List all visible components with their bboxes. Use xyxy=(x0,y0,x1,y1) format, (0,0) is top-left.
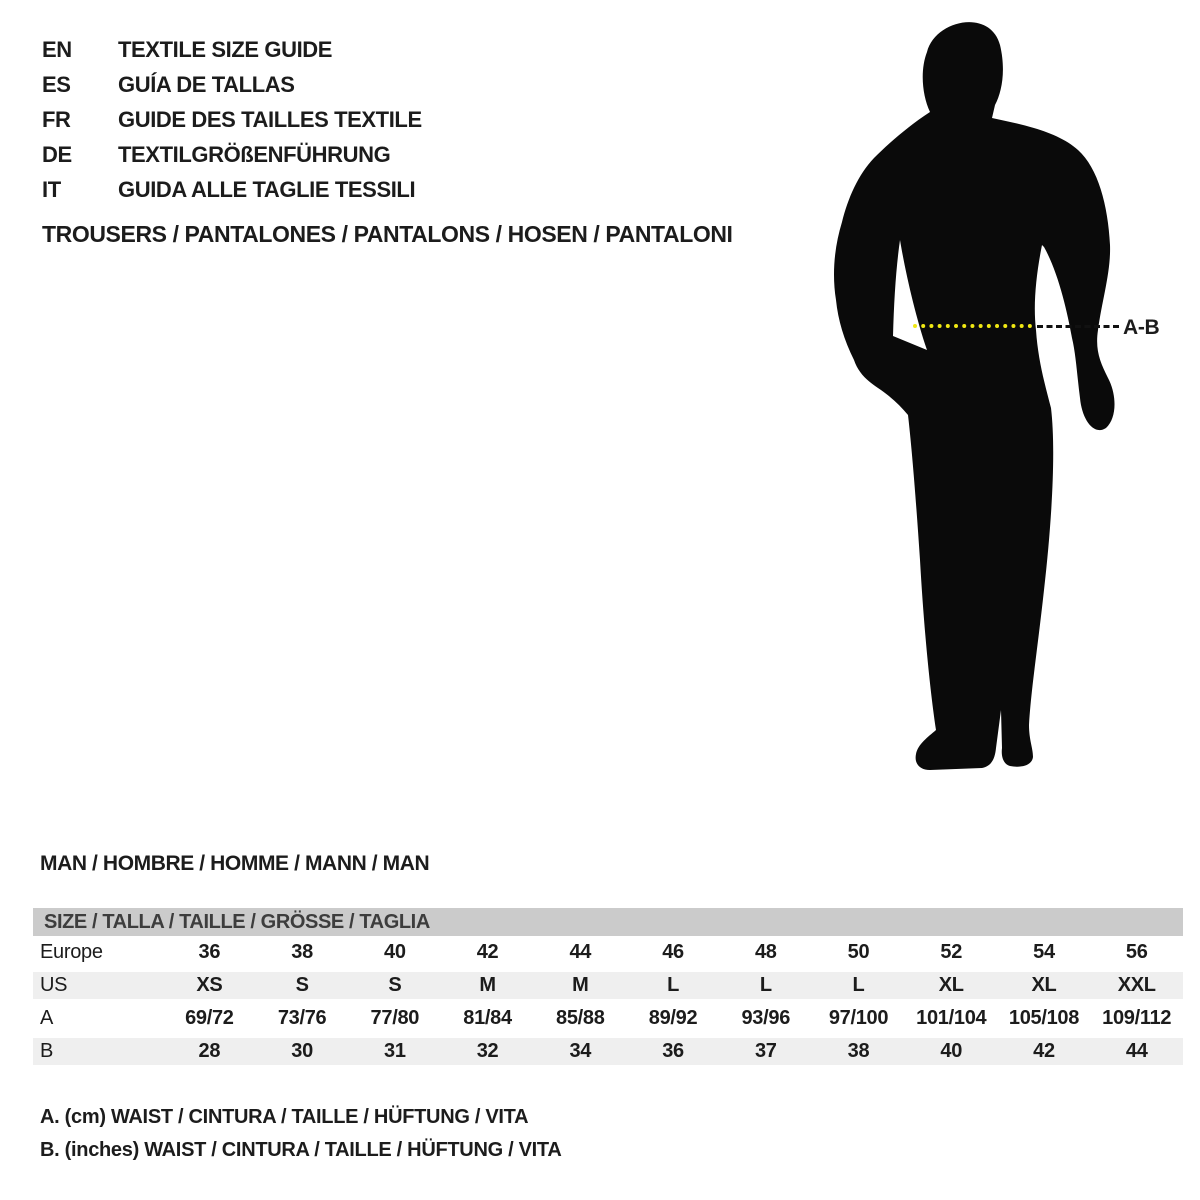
table-cell: 30 xyxy=(291,1040,313,1062)
waist-measure-line-yellow xyxy=(913,324,1032,328)
product-type-title: TROUSERS / PANTALONES / PANTALONS / HOSEN / PANTALONI xyxy=(42,221,733,247)
language-code: FR xyxy=(42,107,71,132)
table-row-b-inches xyxy=(33,1035,1183,1068)
table-cell: 42 xyxy=(476,941,499,963)
waist-measure-line-dashed xyxy=(1037,325,1119,328)
table-cell: XS xyxy=(196,974,223,996)
table-cell: 40 xyxy=(940,1040,963,1062)
table-cell: XL xyxy=(1031,974,1057,996)
table-cell: 34 xyxy=(569,1040,592,1062)
table-cell: XL xyxy=(938,974,964,996)
table-cell: 44 xyxy=(569,941,592,963)
table-row-europe xyxy=(33,936,1183,969)
table-cell: 93/96 xyxy=(741,1007,791,1029)
table-cell: S xyxy=(295,974,309,996)
language-title: TEXTILGRÖßENFÜHRUNG xyxy=(118,142,391,167)
man-silhouette-icon xyxy=(830,0,1170,790)
table-cell: 38 xyxy=(847,1040,870,1062)
table-cell: 31 xyxy=(384,1040,406,1062)
language-row-fr xyxy=(42,102,422,137)
language-title: GUIDE DES TAILLES TEXTILE xyxy=(118,107,422,132)
language-row-de xyxy=(42,137,422,172)
table-cell: 97/100 xyxy=(828,1007,889,1029)
table-cell: 44 xyxy=(1125,1040,1148,1062)
language-row-es xyxy=(42,67,422,102)
table-cell: 37 xyxy=(754,1040,777,1062)
language-code: IT xyxy=(42,177,61,202)
table-cell: 40 xyxy=(384,941,406,963)
language-row-it xyxy=(42,172,422,207)
table-cell: S xyxy=(388,974,402,996)
language-row-en xyxy=(42,32,422,67)
table-cell: 85/88 xyxy=(556,1007,605,1029)
waist-measure-label: A-B xyxy=(1123,316,1160,339)
table-cell: 101/104 xyxy=(916,1007,987,1029)
table-cell: 77/80 xyxy=(370,1007,420,1029)
table-cell: 36 xyxy=(198,941,221,963)
table-cell: XXL xyxy=(1117,974,1156,996)
table-cell: 46 xyxy=(662,941,684,963)
row-label: A xyxy=(40,1007,54,1029)
table-cell: 54 xyxy=(1033,941,1055,963)
language-code: ES xyxy=(42,72,71,97)
language-title: GUÍA DE TALLAS xyxy=(118,72,295,97)
table-cell: 89/92 xyxy=(648,1007,698,1029)
legend-line-b: B. (inches) WAIST / CINTURA / TAILLE / HÜFTUNG / VITA xyxy=(40,1139,562,1161)
table-cell: M xyxy=(572,974,589,996)
legend-line-a: A. (cm) WAIST / CINTURA / TAILLE / HÜFTUNG / VITA xyxy=(40,1106,529,1128)
size-table-header: SIZE / TALLA / TAILLE / GRÖSSE / TAGLIA xyxy=(33,908,1183,936)
table-cell: M xyxy=(479,974,496,996)
language-title: GUIDA ALLE TAGLIE TESSILI xyxy=(118,177,416,202)
language-code: DE xyxy=(42,142,72,167)
table-row-a-cm xyxy=(33,1002,1183,1035)
table-cell: 28 xyxy=(198,1040,221,1062)
table-cell: 81/84 xyxy=(463,1007,512,1029)
language-list xyxy=(42,32,422,207)
table-cell: L xyxy=(852,974,865,996)
table-cell: 73/76 xyxy=(277,1007,327,1029)
row-label: B xyxy=(40,1040,54,1062)
table-row-us xyxy=(33,969,1183,1002)
table-cell: 48 xyxy=(754,941,777,963)
language-title: TEXTILE SIZE GUIDE xyxy=(118,37,333,62)
table-cell: 52 xyxy=(940,941,963,963)
table-cell: 69/72 xyxy=(185,1007,234,1029)
language-code: EN xyxy=(42,37,72,62)
row-label: Europe xyxy=(40,941,103,963)
table-cell: 32 xyxy=(476,1040,499,1062)
table-cell: 56 xyxy=(1125,941,1148,963)
table-cell: 109/112 xyxy=(1102,1007,1172,1029)
size-table xyxy=(33,908,1183,1068)
table-cell: 105/108 xyxy=(1008,1007,1080,1029)
table-cell: 50 xyxy=(847,941,870,963)
table-cell: 36 xyxy=(662,1040,684,1062)
table-cell: L xyxy=(759,974,772,996)
man-silhouette-figure xyxy=(830,0,1170,790)
table-cell: 38 xyxy=(291,941,313,963)
table-cell: 42 xyxy=(1033,1040,1055,1062)
gender-section-title: MAN / HOMBRE / HOMME / MANN / MAN xyxy=(40,852,430,875)
row-label: US xyxy=(40,974,68,996)
table-cell: L xyxy=(667,974,679,996)
